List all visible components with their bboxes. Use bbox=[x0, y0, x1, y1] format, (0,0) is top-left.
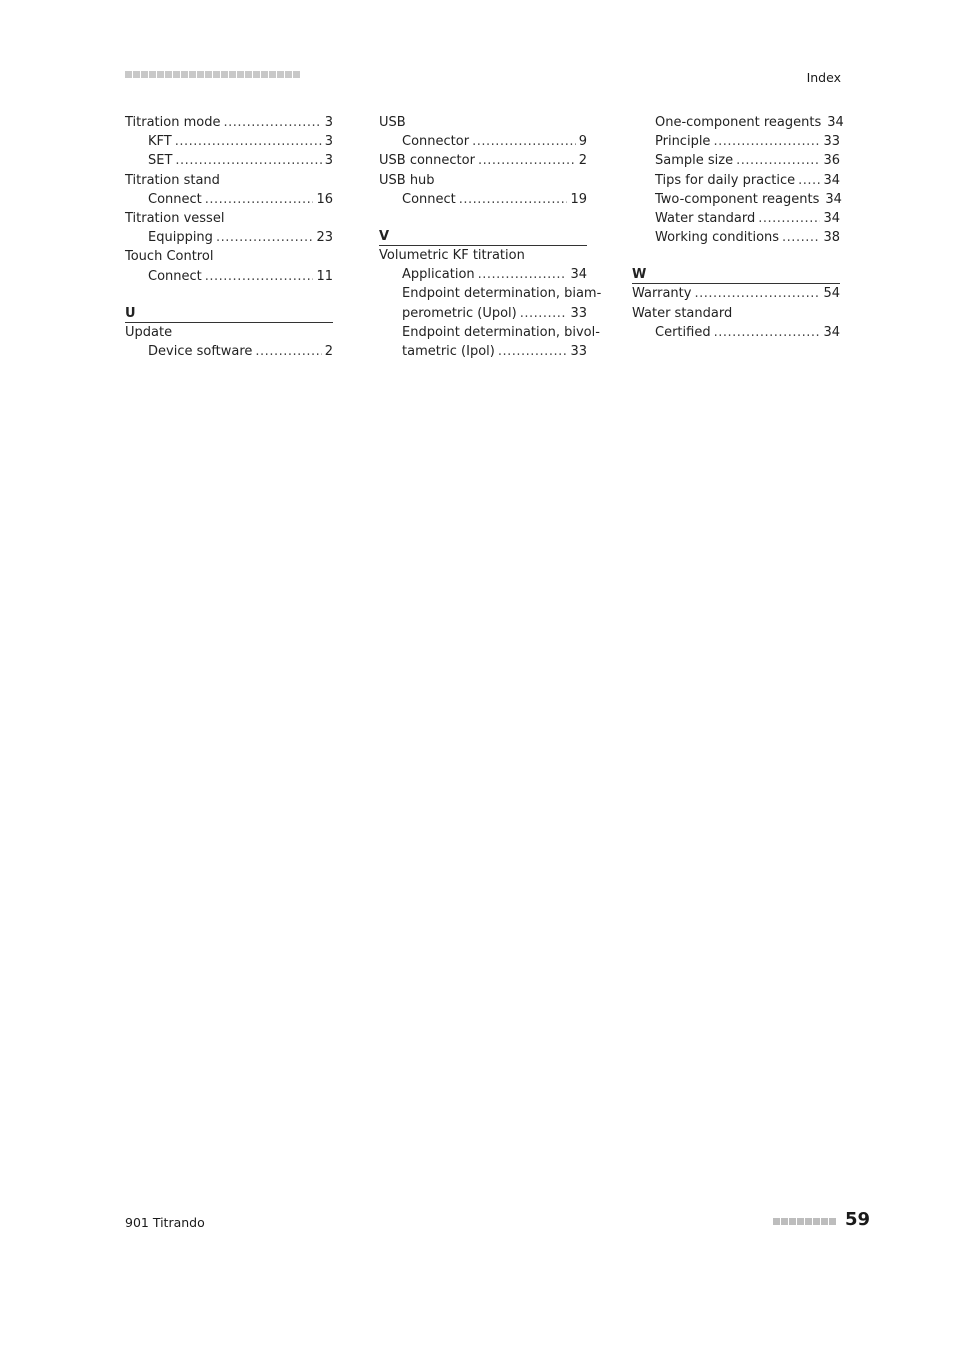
running-header: Index bbox=[806, 70, 841, 85]
index-subentry: Sample size ..... 36 bbox=[632, 151, 840, 170]
index-entry: USB connector ..... 2 bbox=[379, 151, 587, 170]
index-subentry: Equipping ..... 23 bbox=[125, 228, 333, 247]
index-heading: Volumetric KF titration bbox=[379, 248, 525, 264]
page-number: 59 bbox=[845, 1209, 871, 1230]
index-column-2 bbox=[379, 113, 602, 361]
index-subentry: Connector ..... 9 bbox=[379, 132, 587, 151]
index-subentry: Principle ..... 33 bbox=[632, 132, 840, 151]
footer-product-name: 901 Titrando bbox=[125, 1215, 205, 1230]
index-subentry: Tips for daily practice ..... 34 bbox=[632, 171, 840, 190]
index-subentry: perometric (Upol) ..... 33 bbox=[379, 304, 587, 323]
index-subentry: Device software ..... 2 bbox=[125, 342, 333, 361]
section-letter-u: U bbox=[125, 305, 333, 323]
index-heading: USB hub bbox=[379, 172, 435, 188]
header-decoration bbox=[125, 71, 300, 78]
index-heading: Update bbox=[125, 324, 173, 340]
index-subentry: Connect ..... 19 bbox=[379, 190, 587, 209]
index-column-3 bbox=[632, 113, 844, 342]
index-heading: Water standard bbox=[632, 305, 733, 321]
index-subentry: tametric (Ipol) ..... 33 bbox=[379, 342, 587, 361]
index-subentry: Two-component reagents 34 bbox=[655, 191, 842, 207]
index-subentry-line: Endpoint determination, bivol- bbox=[402, 324, 600, 340]
index-subentry: Certified ..... 34 bbox=[632, 323, 840, 342]
index-column-1 bbox=[125, 113, 333, 361]
index-subentry: One-component reagents 34 bbox=[655, 115, 844, 130]
index-heading: Titration stand bbox=[125, 172, 220, 188]
index-subentry: Working conditions ..... 38 bbox=[632, 228, 840, 247]
index-subentry: Water standard ..... 34 bbox=[632, 209, 840, 228]
footer-decoration bbox=[773, 1218, 836, 1225]
index-subentry-line: Endpoint determination, biam- bbox=[402, 286, 602, 302]
section-letter-w: W bbox=[632, 266, 840, 284]
index-entry: Warranty ..... 54 bbox=[632, 284, 840, 303]
index-subentry: Connect ..... 16 bbox=[125, 190, 333, 209]
section-letter-v: V bbox=[379, 228, 587, 246]
index-subentry: Connect ..... 11 bbox=[125, 267, 333, 286]
index-heading: Titration vessel bbox=[125, 211, 225, 227]
index-entry: Titration mode ..... 3 bbox=[125, 113, 333, 132]
index-subentry: KFT ..... 3 bbox=[125, 132, 333, 151]
index-heading: USB bbox=[379, 115, 406, 130]
index-subentry: SET ..... 3 bbox=[125, 151, 333, 170]
index-heading: Touch Control bbox=[125, 249, 214, 265]
index-subentry: Application ..... 34 bbox=[379, 265, 587, 284]
